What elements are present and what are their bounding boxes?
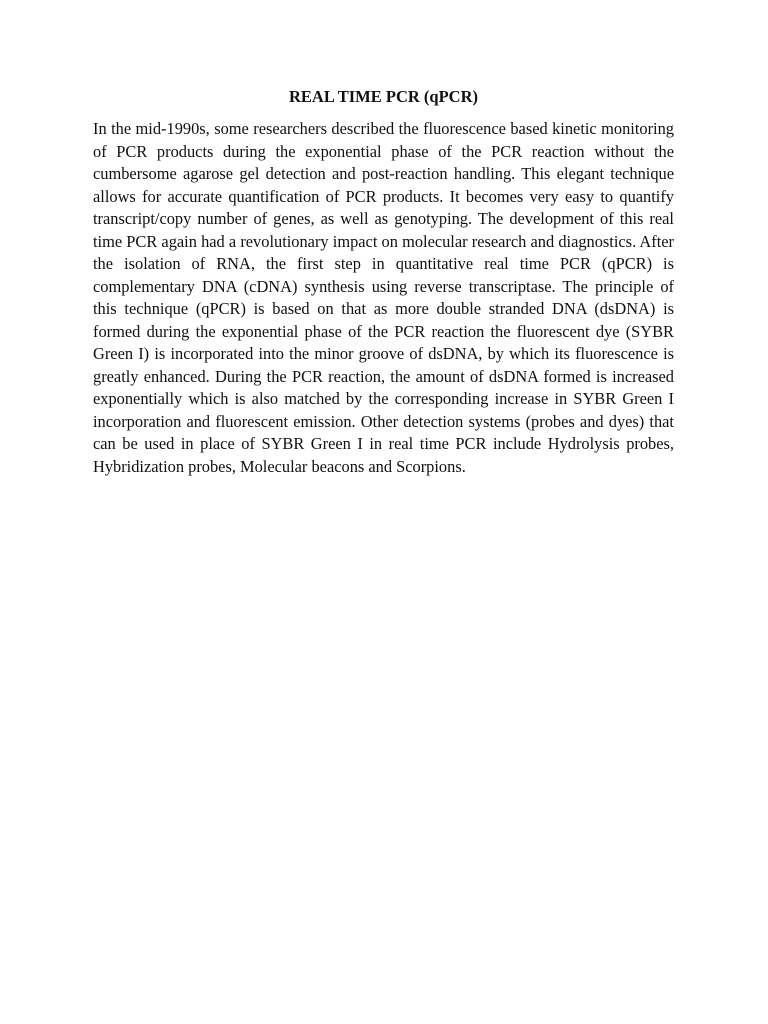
document-page <box>93 86 674 478</box>
body-paragraph: In the mid-1990s, some researchers described the fluorescence based kinetic monitoring of PCR products during the exponential phase of the PCR reaction without the cumbersome agarose gel detection and post-reaction handling. This elegant technique allows for accurate quantification of PCR products. It becomes very easy to quantify transcript/copy number of genes, as well as genotyping. The development of this real time PCR again had a revolutionary impact on molecular research and diagnostics. After the isolation of RNA, the first step in quantitative real time PCR (qPCR) is complementary DNA (cDNA) synthesis using reverse transcriptase. The principle of this technique (qPCR) is based on that as more double stranded DNA (dsDNA) is formed during the exponential phase of the PCR reaction the fluorescent dye (SYBR Green I) is incorporated into the minor groove of dsDNA, by which its fluorescence is greatly enhanced. During the PCR reaction, the amount of dsDNA formed is increased exponentially which is also matched by the corresponding increase in SYBR Green I incorporation and fluorescent emission. Other detection systems (probes and dyes) that can be used in place of SYBR Green I in real time PCR include Hydrolysis probes, Hybridization probes, Molecular beacons and Scorpions. <box>93 119 674 476</box>
document-title: REAL TIME PCR (qPCR) <box>288 87 478 106</box>
